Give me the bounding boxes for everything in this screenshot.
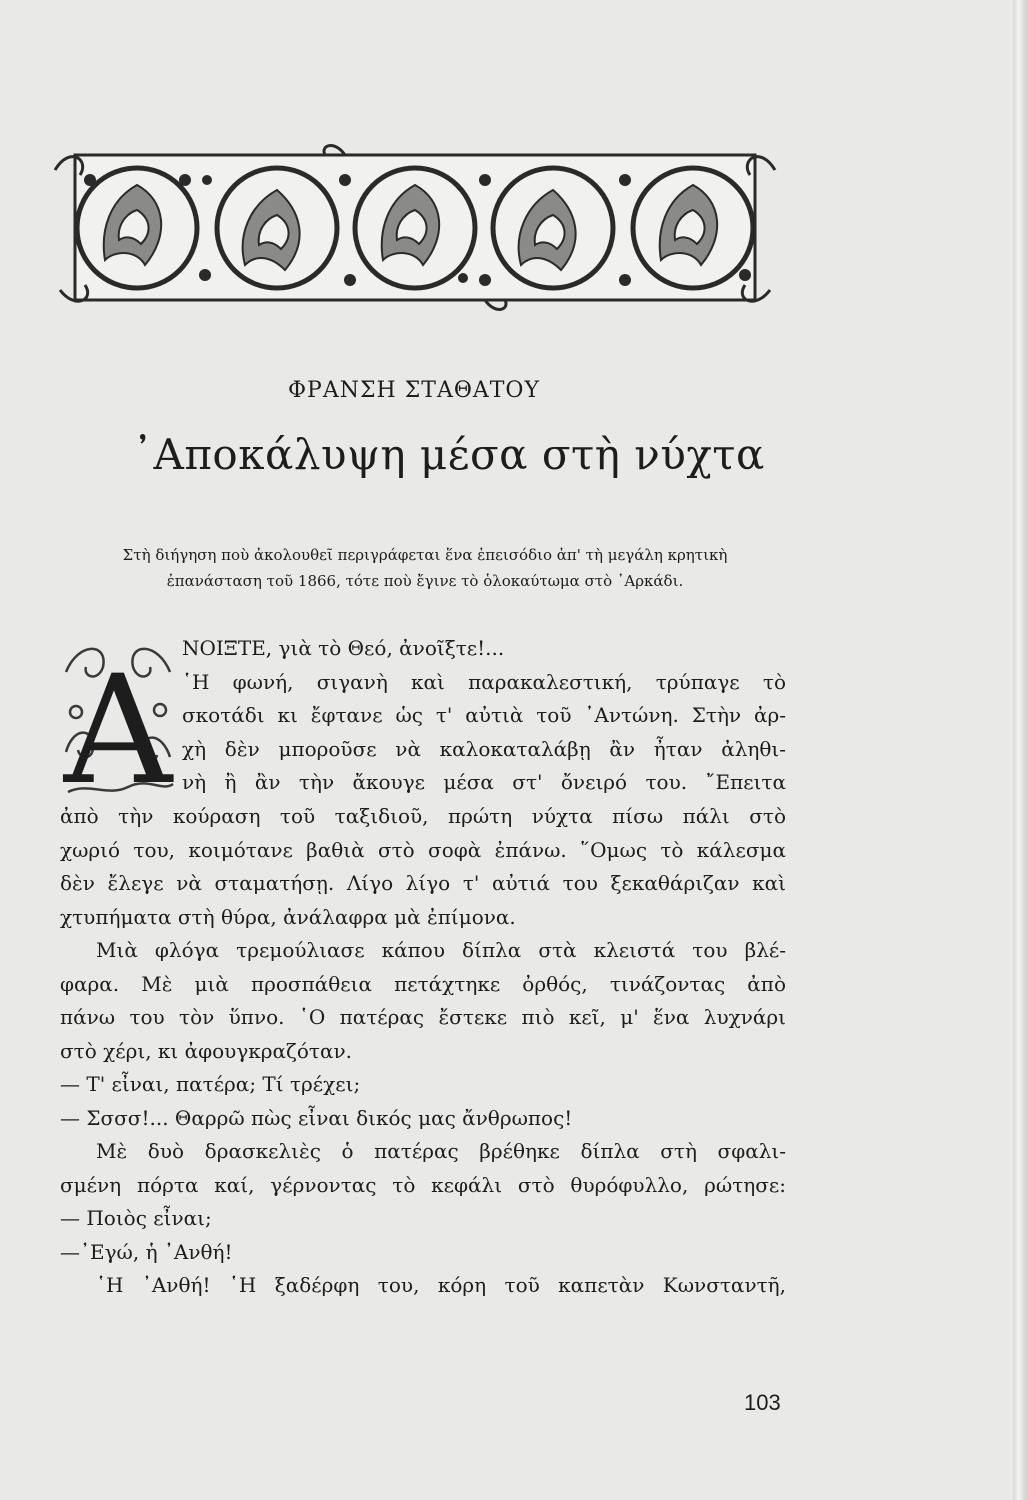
text-line: Μὲ δυὸ δρασκελιὲς ὁ πατέρας βρέθηκε δίπλα στὴ σφαλι- xyxy=(96,1139,786,1163)
text-line: πάνω του τὸν ὕπνο. ῾Ο πατέρας ἔστεκε πιὸ κεῖ, μ' ἕνα λυχνάρι xyxy=(60,1005,786,1029)
text-line: νὴ ἢ ἂν τὴν ἄκουγε μέσα στ' ὄνειρό του. ῎Επειτα xyxy=(182,770,786,794)
decorated-initial xyxy=(58,632,178,797)
dialogue-line: — Ποιὸς εἶναι; xyxy=(60,1206,212,1230)
text-line: ἀπὸ τὴν κούραση τοῦ ταξιδιοῦ, πρώτη νύχτα πίσω πάλι στὸ xyxy=(60,804,786,828)
dialogue-line: — Σσσσ!... Θαρρῶ πὼς εἶναι δικός μας ἄνθρωπος! xyxy=(60,1105,573,1130)
text-line: φαρα. Μὲ μιὰ προσπάθεια πετάχτηκε ὀρθός, τινάζοντας ἀπὸ xyxy=(60,971,786,996)
ornamental-header-band xyxy=(45,140,785,315)
intro-line: Στὴ διήγηση ποὺ ἀκολουθεῖ περιγράφεται ἕνα ἐπεισόδιο ἀπ' τὴ μεγάλη κρητικὴ xyxy=(122,546,728,564)
intro-line: ἐπανάσταση τοῦ 1866, τότε ποὺ ἔγινε τὸ ὁλοκαύτωμα στὸ ᾿Αρκάδι. xyxy=(166,572,684,590)
text-line: χτυπήματα στὴ θύρα, ἀνάλαφρα μὰ ἐπίμονα. xyxy=(60,904,516,929)
dialogue-line: —᾿Εγώ, ἡ ᾿Ανθή! xyxy=(60,1239,233,1264)
text-line: ῾Η φωνή, σιγανὴ καὶ παρακαλεστική, τρύπαγε τὸ xyxy=(182,669,786,694)
text-line: στὸ χέρι, κι ἀφουγκραζόταν. xyxy=(60,1038,353,1063)
story-body xyxy=(60,800,786,1303)
story-title: ᾿Αποκάλυψη μέσα στὴ νύχτα xyxy=(132,430,765,479)
text-line: σκοτάδι κι ἔφτανε ὡς τ' αὐτιὰ τοῦ ᾿Αντώνη. Στὴν ἀρ- xyxy=(182,703,786,727)
text-line: ῾Η ᾿Ανθή! ῾Η ξαδέρφη του, κόρη τοῦ καπετὰν Κωνσταντῆ, xyxy=(96,1273,786,1297)
opening-paragraph xyxy=(182,632,786,800)
page-number: 103 xyxy=(744,1390,781,1415)
drop-cap-letter: Α xyxy=(63,644,173,797)
text-line: σμένη πόρτα καί, γέρνοντας τὸ κεφάλι στὸ θυρόφυλλο, ρώτησε: xyxy=(60,1172,786,1197)
page-edge xyxy=(1013,0,1027,1500)
text-line: χὴ δὲν μποροῦσε νὰ καλοκαταλάβῃ ἂν ἦταν ἀληθι- xyxy=(182,736,786,761)
text-line: ΝΟΙΞΤΕ, γιὰ τὸ Θεό, ἀνοῖξτε!... xyxy=(182,636,505,660)
text-line: χωριό του, κοιμότανε βαθιὰ στὸ σοφὰ ἐπάνω. ῞Ομως τὸ κάλεσμα xyxy=(60,837,786,862)
author-name: ΦΡΑΝΣΗ ΣΤΑΘΑΤΟΥ xyxy=(288,378,540,403)
text-line: δὲν ἔλεγε νὰ σταματήσῃ. Λίγο λίγο τ' αὐτιά του ξεκαθάριζαν καὶ xyxy=(60,871,786,895)
text-line: Μιὰ φλόγα τρεμούλιασε κάπου δίπλα στὰ κλειστά του βλέ- xyxy=(96,938,786,962)
dialogue-line: — Τ' εἶναι, πατέρα; Τί τρέχει; xyxy=(60,1072,361,1096)
intro-paragraph xyxy=(60,542,790,594)
